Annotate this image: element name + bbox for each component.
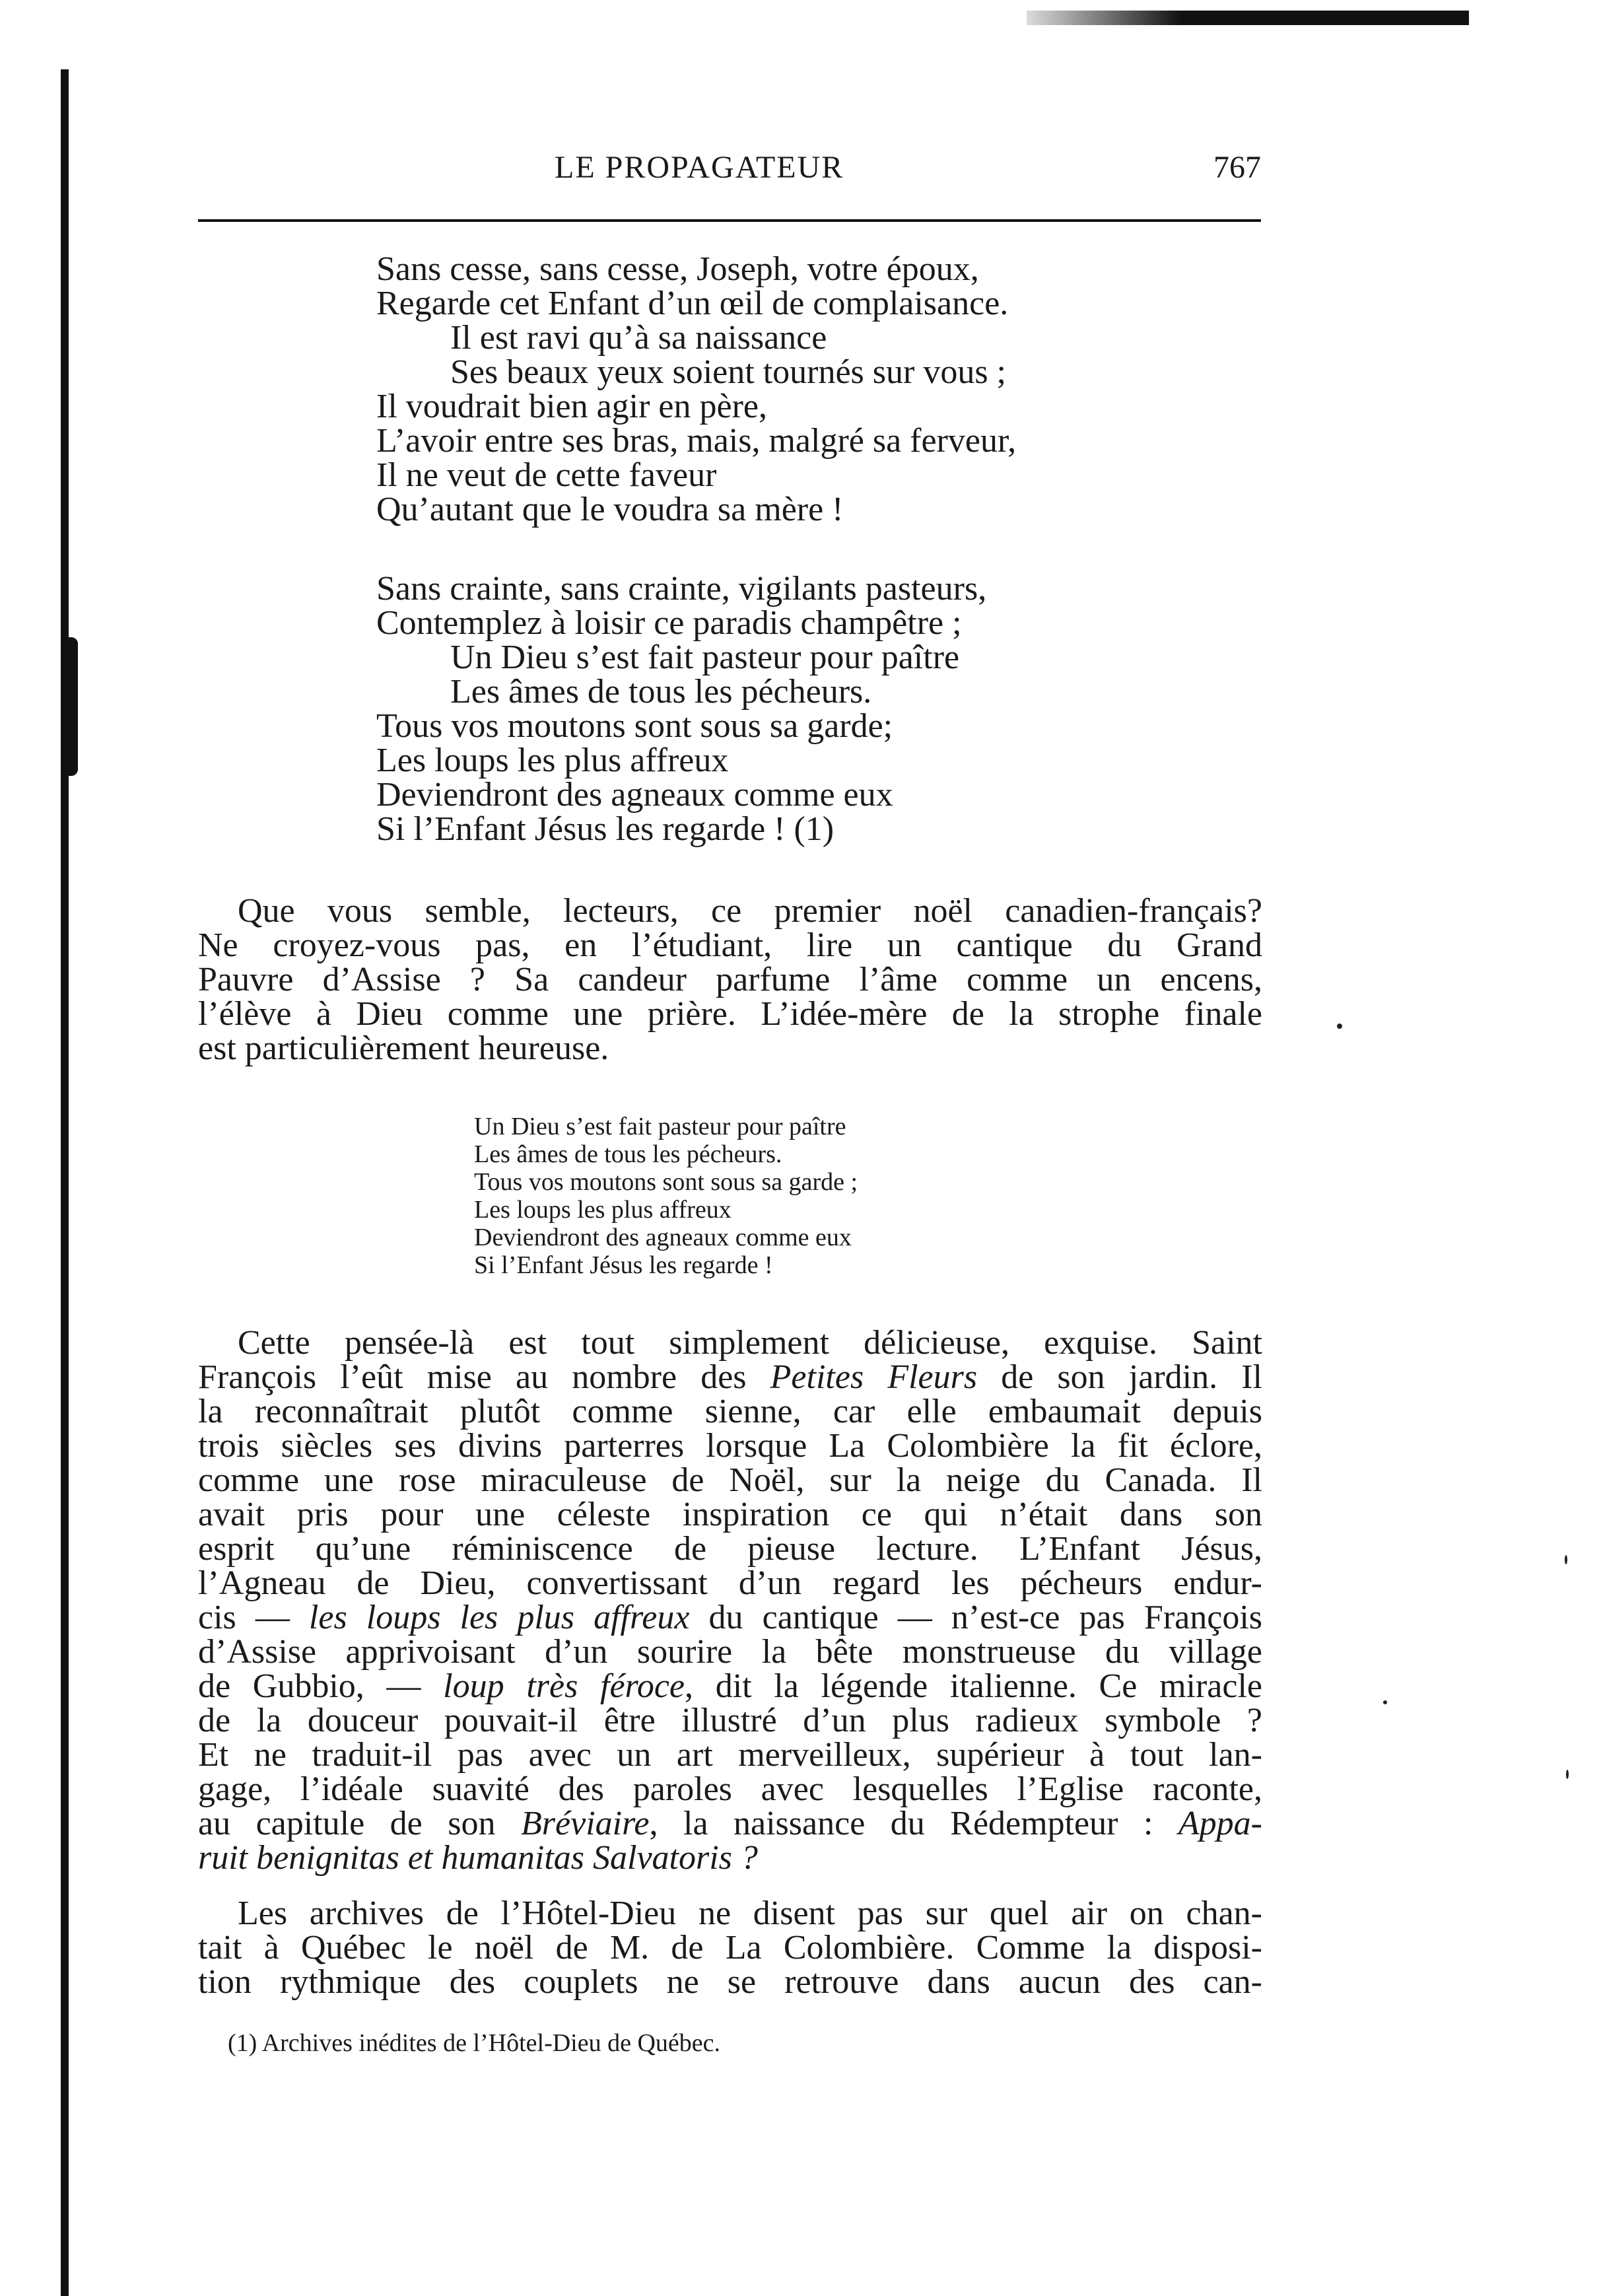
scan-border-top [1027,11,1469,25]
footnote: (1) Archives inédites de l’Hôtel-Dieu de Québec. [228,2029,721,2057]
text-line: tait à Québec le noël de M. de La Colombière. Comme la disposi- [198,1929,1262,1966]
verse-line: Ses beaux yeux soient tournés sur vous ; [450,353,1007,391]
page-number: 767 [1213,150,1261,185]
text-line: comme une rose miraculeuse de Noël, sur la neige du Canada. Il [198,1461,1262,1499]
text-line: Les archives de l’Hôtel-Dieu ne disent pas sur quel air on chan- [238,1895,1262,1932]
text-line: Et ne traduit-il pas avec un art merveilleux, supérieur à tout lan- [198,1736,1262,1774]
paragraph-1 [198,894,1262,1066]
text-line: Pauvre d’Assise ? Sa candeur parfume l’âme comme un encens, [198,961,1262,998]
paragraph-2 [198,1326,1262,1875]
text-line: l’Agneau de Dieu, convertissant d’un regard les pécheurs endur- [198,1564,1262,1602]
verse-line: Si l’Enfant Jésus les regarde ! (1) [376,810,835,848]
text-segment: du cantique — n’est-ce pas François [689,1599,1263,1636]
verse-line: Il est ravi qu’à sa naissance [450,319,827,357]
text-line [198,1807,1262,1841]
verse-line: Sans cesse, sans cesse, Joseph, votre époux, [376,250,979,288]
text-segment: , la naissance du Rédempteur : [649,1805,1178,1842]
verse-line: L’avoir entre ses bras, mais, malgré sa ferveur, [376,422,1017,460]
verse-line: Il ne veut de cette faveur [376,456,717,494]
quoted-verse-line: Un Dieu s’est fait pasteur pour paître [474,1113,846,1140]
text-segment: de son jardin. Il [977,1358,1263,1396]
scan-speck [1337,1024,1342,1029]
verse-line: Tous vos moutons sont sous sa garde; [376,707,893,745]
italic-latin: ruit benignitas et humanitas Salvatoris ? [198,1839,758,1877]
quoted-verse-line: Deviendront des agneaux comme eux [474,1224,852,1251]
poem-stanza-1 [376,252,1016,527]
verse-line: Sans crainte, sans crainte, vigilants pasteurs, [376,570,987,608]
text-line: d’Assise apprivoisant d’un sourire la bête monstrueuse du village [198,1633,1262,1671]
text-line: tion rythmique des couplets ne se retrouve dans aucun des can- [198,1963,1262,2001]
scan-speck [1565,1555,1567,1564]
text-line: de la douceur pouvait-il être illustré d’un plus radieux symbole ? [198,1702,1262,1739]
text-segment: de Gubbio, — [198,1667,444,1705]
text-segment: cis — [198,1599,309,1636]
text-line: Que vous semble, lecteurs, ce premier noël canadien-français? [238,892,1262,930]
text-line [198,1601,1262,1635]
verse-line: Deviendront des agneaux comme eux [376,776,893,814]
verse-line: Il voudrait bien agir en père, [376,388,767,425]
scan-speck [1383,1700,1387,1704]
text-segment: , dit la légende italienne. Ce miracle [685,1667,1262,1705]
text-segment: au capitule de son [198,1805,522,1842]
verse-line: Un Dieu s’est fait pasteur pour paître [450,639,960,676]
text-line: trois siècles ses divins parterres lorsque La Colombière la fit éclore, [198,1427,1262,1465]
block-quotation [474,1113,858,1279]
verse-line: Qu’autant que le voudra sa mère ! [376,491,844,528]
text-line: la reconnaîtrait plutôt comme sienne, car elle embaumait depuis [198,1393,1262,1430]
italic-quote: les loups les plus affreux [308,1599,690,1636]
verse-line: Contemplez à loisir ce paradis champêtre ; [376,604,962,642]
verse-line: Les loups les plus affreux [376,742,729,779]
text-line: avait pris pour une céleste inspiration ce qui n’était dans son [198,1496,1262,1533]
paragraph-3 [198,1896,1262,2000]
verse-line: Les âmes de tous les pécheurs. [450,673,872,711]
text-line: gage, l’idéale suavité des paroles avec lesquelles l’Eglise raconte, [198,1770,1262,1808]
header-rule [198,219,1261,222]
text-line: Cette pensée-là est tout simplement délicieuse, exquise. Saint [238,1324,1262,1362]
scan-border-notch [69,637,78,776]
text-line [198,1669,1262,1704]
running-head [198,149,1261,195]
italic-quote: loup très féroce [443,1667,685,1705]
italic-latin: Appa- [1178,1805,1262,1842]
text-line: est particulièrement heureuse. [198,1029,609,1067]
text-line [198,1841,1262,1875]
poem-stanza-2 [376,572,986,847]
scan-border-left [61,69,69,2296]
quoted-verse-line: Les loups les plus affreux [474,1196,732,1224]
text-line: Ne croyez-vous pas, en l’étudiant, lire un cantique du Grand [198,926,1262,964]
quoted-verse-line: Les âmes de tous les pécheurs. [474,1140,782,1168]
quoted-verse-line: Si l’Enfant Jésus les regarde ! [474,1251,773,1279]
scan-speck [1566,1770,1569,1779]
text-line [198,1360,1262,1395]
text-line: esprit qu’une réminiscence de pieuse lecture. L’Enfant Jésus, [198,1530,1262,1568]
journal-title: LE PROPAGATEUR [555,150,844,185]
italic-title: Bréviaire [521,1805,650,1842]
quoted-verse-line: Tous vos moutons sont sous sa garde ; [474,1168,858,1196]
text-segment: François l’eût mise au nombre des [198,1358,770,1396]
text-line: l’élève à Dieu comme une prière. L’idée-mère de la strophe finale [198,995,1262,1033]
verse-line: Regarde cet Enfant d’un œil de complaisance. [376,285,1009,322]
italic-title: Petites Fleurs [770,1358,978,1396]
